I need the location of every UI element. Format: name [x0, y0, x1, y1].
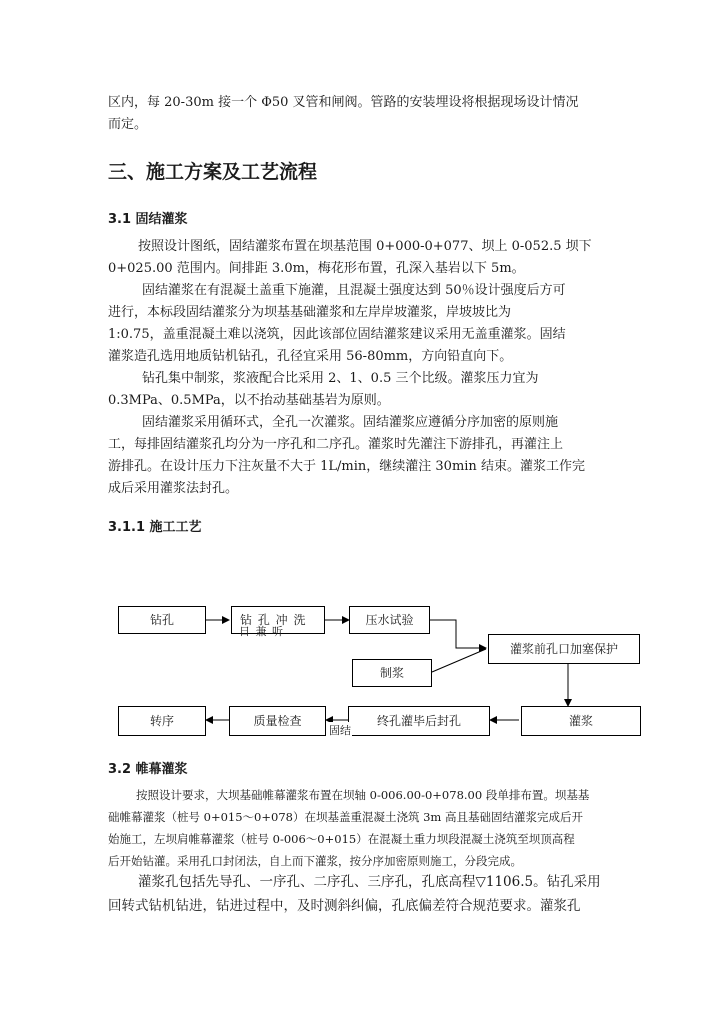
- text-line: 按照设计要求，大坝基础帷幕灌浆布置在坝轴 0-006.00-0+078.00 段单排布置。坝基基: [136, 788, 590, 802]
- flow-box-water-test: [349, 606, 430, 634]
- text-line: 灌浆造孔选用地质钻机钻孔，孔径宜采用 56-80mm，方向铅直向下。: [108, 349, 513, 364]
- text-line: 始施工，左坝肩帷幕灌浆（桩号 0-006～0+015）在混凝土重力坝段混凝土浇筑至坝顶高程: [108, 832, 575, 846]
- text-line: 工，每排固结灌浆孔均分为一序孔和二序孔。灌浆时先灌注下游排孔，再灌注上: [108, 437, 564, 452]
- text-line: 灌浆孔包括先导孔、一序孔、二序孔、三序孔，孔底高程▽1106.5。钻孔采用: [138, 874, 601, 890]
- flow-label: 质量检查: [253, 714, 302, 728]
- text-line: 进行，本标段固结灌浆分为坝基基础灌浆和左岸岸坡灌浆，岸坡坡比为: [108, 305, 512, 320]
- text-line: 0.3MPa、0.5MPa，以不抬动基础基岩为原则。: [108, 393, 390, 408]
- text-line: 成后采用灌浆法封孔。: [108, 481, 239, 496]
- flow-label: 钻 孔 冲 洗: [240, 613, 307, 627]
- text-line: 后开始钻灌。采用孔口封闭法，自上而下灌浆，按分序加密原则施工，分段完成。: [108, 854, 522, 868]
- text-line: 固结灌浆在有混凝土盖重下施灌，且混凝土强度达到 50％设计强度后方可: [142, 283, 566, 298]
- text-line: 固结灌浆采用循环式，全孔一次灌浆。固结灌浆应遵循分序加密的原则施: [142, 415, 559, 430]
- text-line: 区内，每 20-30m 接一个 Φ50 叉管和闸阀。管路的安装埋设将根据现场设计情况: [108, 95, 579, 110]
- text-line: 回转式钻机钻进，钻进过程中，及时测斜纠偏，孔底偏差符合规范要求。灌浆孔: [108, 898, 581, 914]
- text-line: 而定。: [108, 117, 148, 132]
- text-line: 0+025.00 范围内。间排距 3.0m，梅花形布置，孔深入基岩以下 5m。: [108, 261, 525, 276]
- section-title: 三、施工方案及工艺流程: [108, 161, 318, 183]
- paragraph-3-2-2: [108, 870, 618, 918]
- flow-box-quality: [229, 706, 326, 736]
- flow-label: 转序: [149, 714, 174, 728]
- text-line: 础帷幕灌浆（桩号 0+015～0+078）在坝基盖重混凝土浇筑 3m 高且基础固结灌浆完成后开: [108, 810, 583, 824]
- flow-label: 终孔灌毕后封孔: [376, 714, 461, 728]
- flow-label: 钻孔: [149, 613, 174, 627]
- flow-box-seal: [348, 706, 490, 736]
- subsection-heading-3-1: 3.1 固结灌浆: [108, 212, 188, 227]
- text-line: 按照设计图纸，固结灌浆布置在坝基范围 0+000-0+077、坝上 0-052.5 坝下: [138, 239, 592, 254]
- flow-label: 压水试验: [365, 613, 414, 627]
- flow-overlap-text: 日 兼 听: [239, 625, 284, 638]
- flow-label: 灌浆前孔口加塞保护: [509, 642, 618, 656]
- flow-box-next-sequence: [118, 706, 206, 736]
- subsection-heading-3-1-1: 3.1.1 施工工艺: [108, 520, 202, 535]
- arrow-mix-to-orifice: [432, 649, 486, 672]
- text-line: 1:0.75，盖重混凝土难以浇筑，因此该部位固结灌浆建议采用无盖重灌浆。固结: [108, 327, 566, 342]
- flow-label: 制浆: [379, 666, 404, 680]
- flow-overlap-text: 固结: [329, 724, 351, 737]
- flow-box-orifice-protection: [488, 634, 640, 664]
- flow-label: 灌浆: [568, 714, 593, 728]
- text-line: 游排孔。在设计压力下注灰量不大于 1L/min，继续灌注 30min 结束。灌浆工作完: [108, 459, 585, 474]
- paragraph-3-2-1: [108, 784, 618, 872]
- arrow-water-test-to-orifice: [430, 620, 486, 648]
- flow-box-mix: [352, 659, 432, 687]
- flow-box-grouting: [521, 706, 641, 736]
- flow-box-drill: [118, 606, 206, 634]
- subsection-heading-3-2: 3.2 帷幕灌浆: [108, 762, 188, 777]
- text-line: 钻孔集中制浆，浆液配合比采用 2、1、0.5 三个比级。灌浆压力宜为: [142, 371, 539, 386]
